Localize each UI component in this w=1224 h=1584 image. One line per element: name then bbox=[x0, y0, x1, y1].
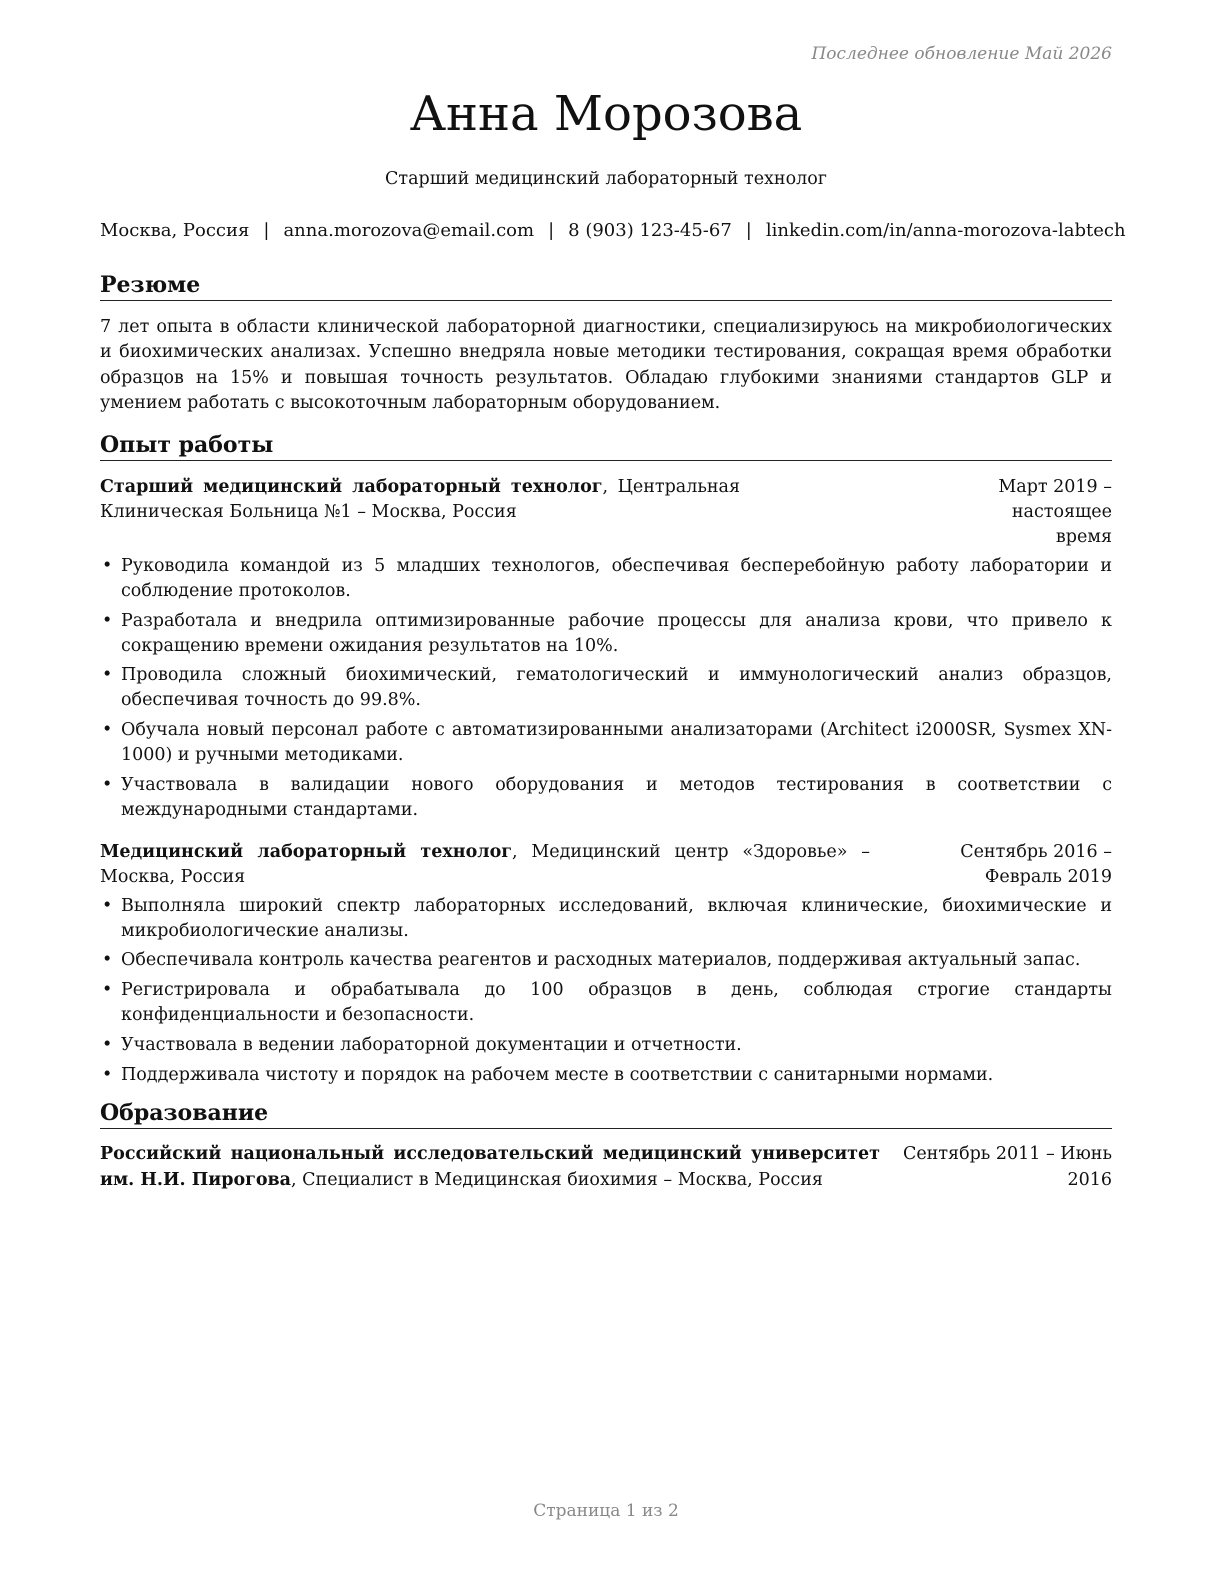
page-number: Страница 1 из 2 bbox=[533, 1501, 679, 1521]
last-updated: Последнее обновление Май 2026 bbox=[811, 44, 1112, 64]
education-institution bbox=[100, 1142, 880, 1193]
bullet-item bbox=[100, 773, 1112, 823]
section-title-summary: Резюме bbox=[100, 272, 1112, 301]
job-position bbox=[100, 840, 870, 890]
bullet-icon: • bbox=[102, 1064, 113, 1085]
job-details: , Медицинский центр «Здоровье» – Москва, Россия bbox=[100, 841, 870, 887]
contact-separator: | bbox=[745, 220, 752, 241]
education-entry bbox=[100, 1142, 1112, 1193]
bullet-icon: • bbox=[102, 1034, 113, 1055]
bullet-text: Поддерживала чистоту и порядок на рабочем месте в соответствии с санитарными нормами. bbox=[121, 1064, 994, 1085]
bullet-item bbox=[100, 609, 1112, 659]
bullet-item bbox=[100, 1063, 1112, 1088]
education-details: , Специалист в Медицинская биохимия – Москва, Россия bbox=[291, 1169, 823, 1190]
contact-line bbox=[100, 220, 1126, 241]
summary-section bbox=[100, 272, 1112, 416]
bullet-text: Участвовала в валидации нового оборудования и методов тестирования в соответствии с международными стандартами. bbox=[121, 774, 1112, 820]
bullet-item bbox=[100, 554, 1112, 604]
bullet-icon: • bbox=[102, 665, 113, 686]
bullet-text: Разработала и внедрила оптимизированные рабочие процессы для анализа крови, что привело к сокращению времени ожидания результатов на 10%. bbox=[121, 610, 1112, 656]
bullet-icon: • bbox=[102, 720, 113, 741]
job-bullets bbox=[100, 554, 1112, 823]
job-dates: Сентябрь 2016 – Февраль 2019 bbox=[960, 841, 1112, 887]
job-details: , Центральная Клиническая Больница №1 – Москва, Россия bbox=[100, 477, 740, 522]
candidate-name: Анна Морозова bbox=[409, 86, 803, 142]
candidate-headline: Старший медицинский лабораторный технолог bbox=[385, 169, 827, 189]
job-entry bbox=[100, 475, 1112, 823]
contact-linkedin[interactable]: linkedin.com/in/anna-morozova-labtech bbox=[765, 220, 1126, 241]
education-dates: Сентябрь 2011 – Июнь 2016 bbox=[902, 1144, 1112, 1190]
bullet-text: Обеспечивала контроль качества реагентов и расходных материалов, поддерживая актуальный запас. bbox=[121, 950, 1081, 971]
bullet-item bbox=[100, 948, 1112, 973]
section-title-experience: Опыт работы bbox=[100, 432, 1112, 461]
contact-phone: 8 (903) 123-45-67 bbox=[568, 220, 732, 241]
bullet-item bbox=[100, 894, 1112, 944]
bullet-icon: • bbox=[102, 950, 113, 971]
contact-separator: | bbox=[548, 220, 555, 241]
contact-location: Москва, Россия bbox=[100, 220, 250, 241]
bullet-text: Регистрировала и обрабатывала до 100 образцов в день, соблюдая строгие стандарты конфиденциальности и безопасности. bbox=[121, 980, 1112, 1026]
school-name: Российский национальный исследовательский медицинский университет им. Н.И. Пирогова bbox=[100, 1144, 880, 1190]
contact-separator: | bbox=[263, 220, 270, 241]
bullet-text: Обучала новый персонал работе с автоматизированными анализаторами (Architect i2000SR, Sysmex XN-1000) и ручными методиками. bbox=[121, 720, 1112, 766]
job-title: Старший медицинский лабораторный технолог bbox=[100, 477, 603, 497]
bullet-item bbox=[100, 663, 1112, 713]
bullet-text: Проводила сложный биохимический, гематологический и иммунологический анализ образцов, обеспечивая точность до 99.8%. bbox=[121, 665, 1112, 711]
bullet-icon: • bbox=[102, 556, 113, 576]
job-entry bbox=[100, 840, 1112, 1088]
bullet-icon: • bbox=[102, 895, 113, 916]
job-dates: Март 2019 – настоящее время bbox=[998, 477, 1112, 547]
bullet-text: Руководила командой из 5 младших технологов, обеспечивая бесперебойную работу лаборатории и соблюдение протоколов. bbox=[121, 556, 1112, 601]
bullet-icon: • bbox=[102, 774, 113, 795]
bullet-text: Выполняла широкий спектр лабораторных исследований, включая клинические, биохимические и микробиологические анализы. bbox=[121, 895, 1112, 941]
bullet-item bbox=[100, 978, 1112, 1028]
job-title: Медицинский лабораторный технолог bbox=[100, 841, 513, 862]
job-header bbox=[100, 840, 1112, 890]
summary-text: 7 лет опыта в области клинической лабораторной диагностики, специализируюсь на микробиологических и биохимических анализах. Успешно внедряла новые методики тестирования, сокращая время обработки образцов на 15% и повышая точность результатов. Обладаю глубокими знаниями стандартов GLP и умением работать с высокоточным лабораторным оборудованием. bbox=[100, 317, 1112, 413]
bullet-item bbox=[100, 718, 1112, 768]
job-bullets bbox=[100, 894, 1112, 1088]
education-section bbox=[100, 1100, 1112, 1193]
contact-email[interactable]: anna.morozova@email.com bbox=[283, 220, 535, 241]
job-header bbox=[100, 475, 1112, 550]
experience-section bbox=[100, 432, 1112, 1092]
bullet-icon: • bbox=[102, 980, 113, 1001]
job-position bbox=[100, 475, 740, 550]
section-title-education: Образование bbox=[100, 1100, 1112, 1129]
bullet-text: Участвовала в ведении лабораторной документации и отчетности. bbox=[121, 1034, 742, 1055]
bullet-icon: • bbox=[102, 610, 113, 631]
bullet-item bbox=[100, 1033, 1112, 1058]
